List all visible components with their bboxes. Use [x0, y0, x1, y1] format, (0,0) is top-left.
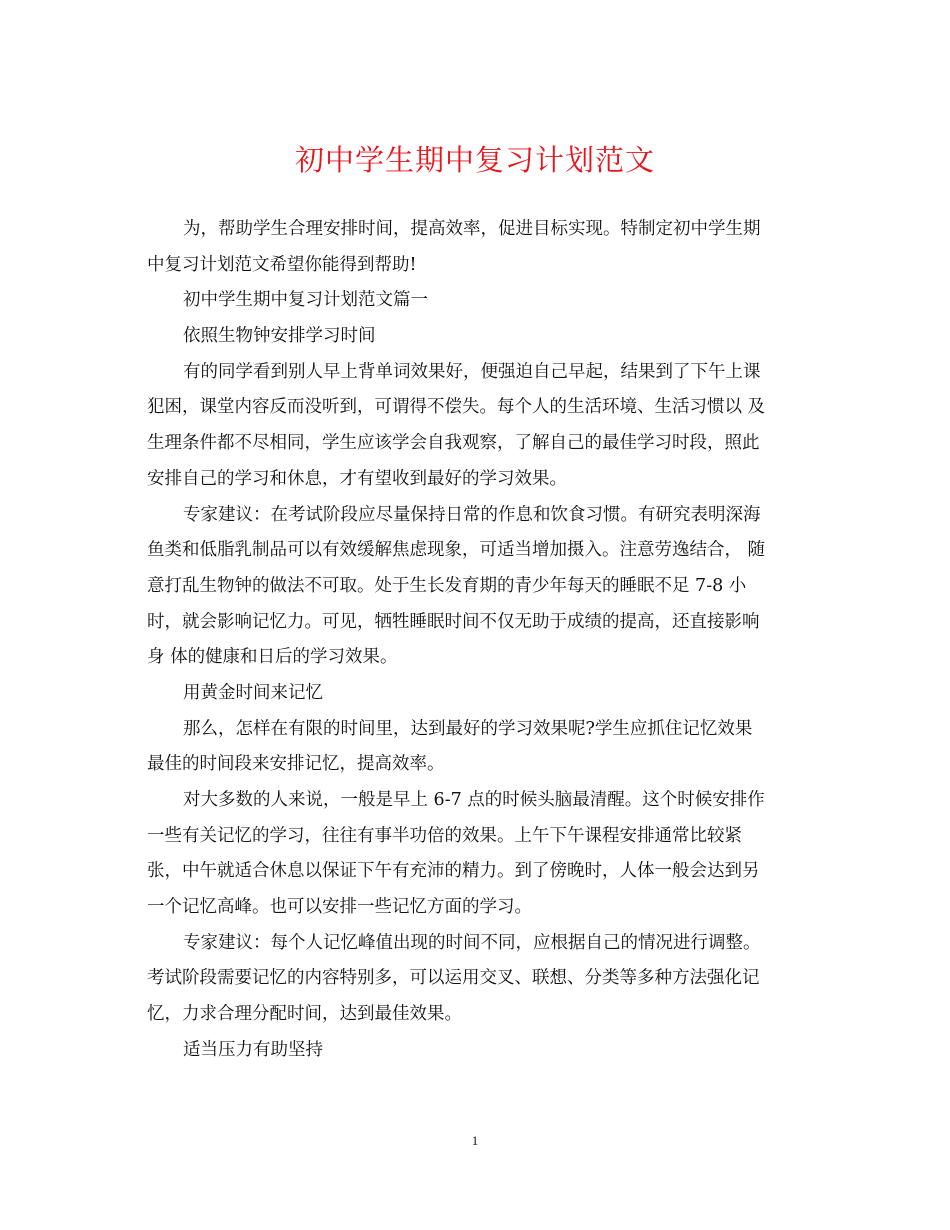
- body-line: 那么，怎样在有限的时间里，达到最好的学习效果呢?学生应抓住记忆效果: [183, 718, 753, 739]
- body-line: 考试阶段需要记忆的内容特别多，可以运用交叉、联想、分类等多种方法强化记: [147, 968, 760, 989]
- body-line: 安排自己的学习和休息，才有望收到最好的学习效果。: [147, 468, 567, 489]
- body-line: 犯困，课堂内容反而没听到，可谓得不偿失。每个人的生活环境、生活习惯以 及: [147, 397, 766, 418]
- body-line: 身 体的健康和日后的学习效果。: [147, 647, 398, 668]
- body-line: 中复习计划范文希望你能得到帮助!: [147, 254, 417, 275]
- subsection-heading: 用黄金时间来记忆: [183, 682, 323, 703]
- body-line: 张，中午就适合休息以保证下午有充沛的精力。到了傍晚时，人体一般会达到另: [147, 861, 760, 882]
- document-title: 初中学生期中复习计划范文: [294, 143, 655, 177]
- body-line: 鱼类和低脂乳制品可以有效缓解焦虑现象，可适当增加摄入。注意劳逸结合， 随: [147, 540, 766, 561]
- body-line: 有的同学看到别人早上背单词效果好，便强迫自己早起，结果到了下午上课: [183, 361, 761, 382]
- subsection-heading: 适当压力有助坚持: [183, 1039, 323, 1060]
- body-line: 忆，力求合理分配时间，达到最佳效果。: [147, 1004, 462, 1025]
- body-line: 对大多数的人来说，一般是早上 6-7 点的时候头脑最清醒。这个时候安排作: [183, 790, 765, 810]
- body-line: 一些有关记忆的学习，往往有事半功倍的效果。上午下午课程安排通常比较紧: [147, 825, 742, 846]
- section-heading: 初中学生期中复习计划范文篇一: [183, 290, 428, 311]
- document-body: [147, 212, 801, 1069]
- page-number: 1: [471, 1133, 479, 1148]
- body-line: 最佳的时间段来安排记忆，提高效率。: [147, 754, 445, 775]
- body-line: 专家建议：每个人记忆峰值出现的时间不同，应根据自己的情况进行调整。: [183, 932, 761, 953]
- body-line: 意打乱生物钟的做法不可取。处于生长发育期的青少年每天的睡眠不足 7-8 小: [147, 575, 747, 596]
- body-line: 生理条件都不尽相同，学生应该学会自我观察，了解自己的最佳学习时段，照此: [147, 433, 760, 454]
- body-line: 时，就会影响记忆力。可见，牺牲睡眠时间不仅无助于成绩的提高，还直接影响: [147, 611, 760, 632]
- subsection-heading: 依照生物钟安排学习时间: [183, 326, 376, 347]
- body-line: 一个记忆高峰。也可以安排一些记忆方面的学习。: [147, 897, 532, 918]
- body-line: 为，帮助学生合理安排时间，提高效率，促进目标实现。特制定初中学生期: [183, 219, 761, 239]
- body-line: 专家建议：在考试阶段应尽量保持日常的作息和饮食习惯。有研究表明深海: [183, 504, 761, 525]
